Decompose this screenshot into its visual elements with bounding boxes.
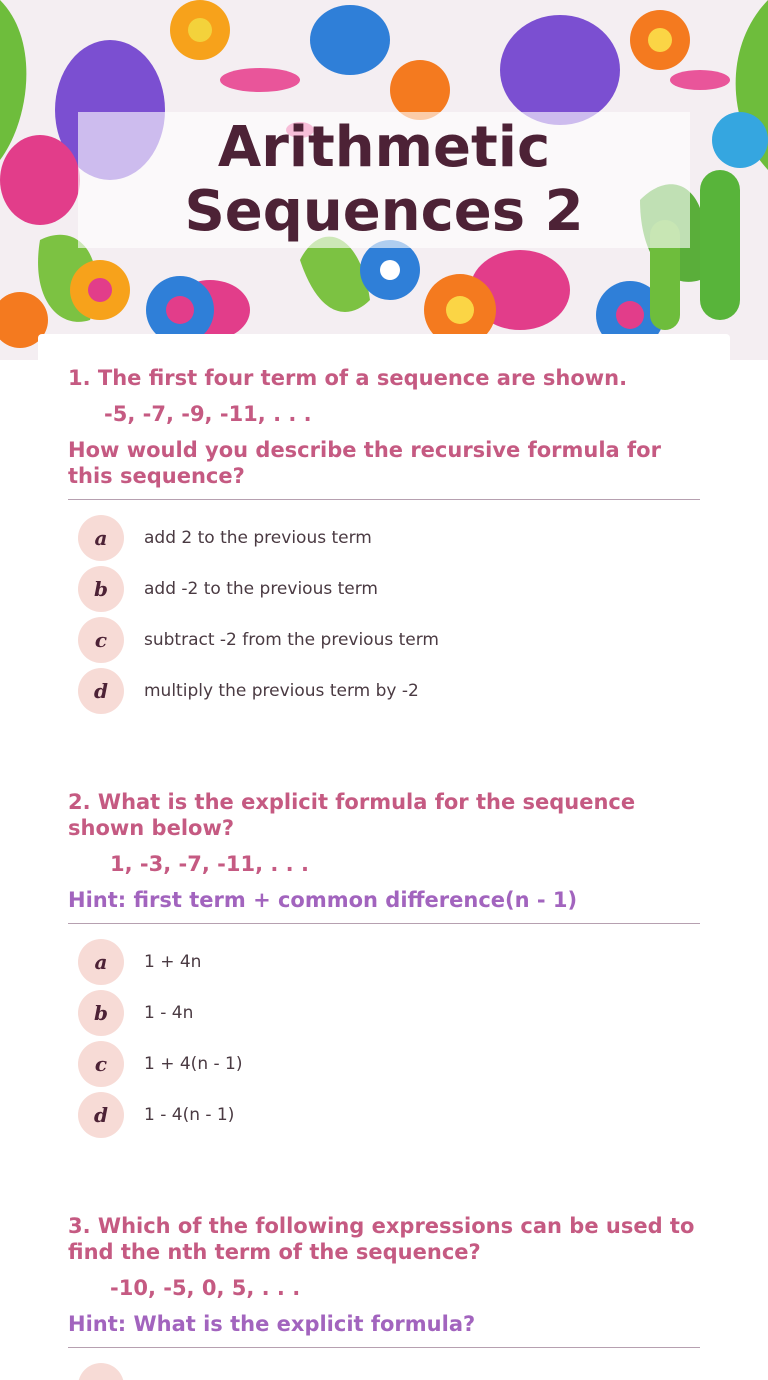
option-text: subtract -2 from the previous term	[144, 630, 439, 650]
header-banner	[0, 0, 768, 360]
option-letter-badge: d	[78, 668, 124, 714]
option-letter-badge: b	[78, 566, 124, 612]
question-2-option-b[interactable]	[78, 990, 678, 1036]
question-2-text: 2. What is the explicit formula for the sequence shown below?	[68, 790, 636, 840]
question-1-option-c[interactable]	[78, 617, 678, 663]
question-1-option-a[interactable]	[78, 515, 678, 561]
title-box	[78, 112, 690, 248]
question-1-prompt: How would you describe the recursive formula for this sequence?	[68, 438, 661, 488]
question-3-hint: Hint: What is the explicit formula?	[68, 1312, 476, 1336]
question-2-option-d[interactable]	[78, 1092, 678, 1138]
option-letter-badge: d	[78, 1092, 124, 1138]
question-3	[68, 1213, 700, 1337]
question-3-sequence: -10, -5, 0, 5, . . .	[110, 1276, 301, 1300]
option-text: 1 + 4(n - 1)	[144, 1054, 243, 1074]
option-text: add 2 to the previous term	[144, 528, 372, 548]
option-letter-badge: b	[78, 990, 124, 1036]
page-title-line-1: Arithmetic	[217, 115, 551, 180]
option-text: 1 - 4n	[144, 1003, 194, 1023]
question-1-divider	[68, 499, 700, 500]
option-letter-badge: a	[78, 939, 124, 985]
question-3-option-a[interactable]	[78, 1363, 678, 1380]
option-letter-badge	[78, 1363, 124, 1380]
question-1-option-d[interactable]	[78, 668, 678, 714]
question-3-text: 3. Which of the following expressions can be used to find the nth term of the sequence?	[68, 1214, 695, 1264]
question-2-hint: Hint: first term + common difference(n - 1)	[68, 888, 578, 912]
page-title-line-2: Sequences 2	[184, 179, 584, 244]
option-letter-badge: a	[78, 515, 124, 561]
question-2-divider	[68, 923, 700, 924]
question-2-sequence: 1, -3, -7, -11, . . .	[110, 852, 309, 876]
question-1-sequence: -5, -7, -9, -11, . . .	[104, 402, 312, 426]
option-text: 1 - 4(n - 1)	[144, 1105, 235, 1125]
question-1-text: 1. The first four term of a sequence are shown.	[68, 366, 628, 390]
option-letter-badge: c	[78, 617, 124, 663]
question-1	[68, 365, 700, 489]
question-2-option-c[interactable]	[78, 1041, 678, 1087]
question-3-divider	[68, 1347, 700, 1348]
option-letter-badge: c	[78, 1041, 124, 1087]
option-text: add -2 to the previous term	[144, 579, 378, 599]
option-text: multiply the previous term by -2	[144, 681, 419, 701]
question-2	[68, 789, 700, 913]
question-2-option-a[interactable]	[78, 939, 678, 985]
question-1-option-b[interactable]	[78, 566, 678, 612]
option-text: 1 + 4n	[144, 952, 202, 972]
